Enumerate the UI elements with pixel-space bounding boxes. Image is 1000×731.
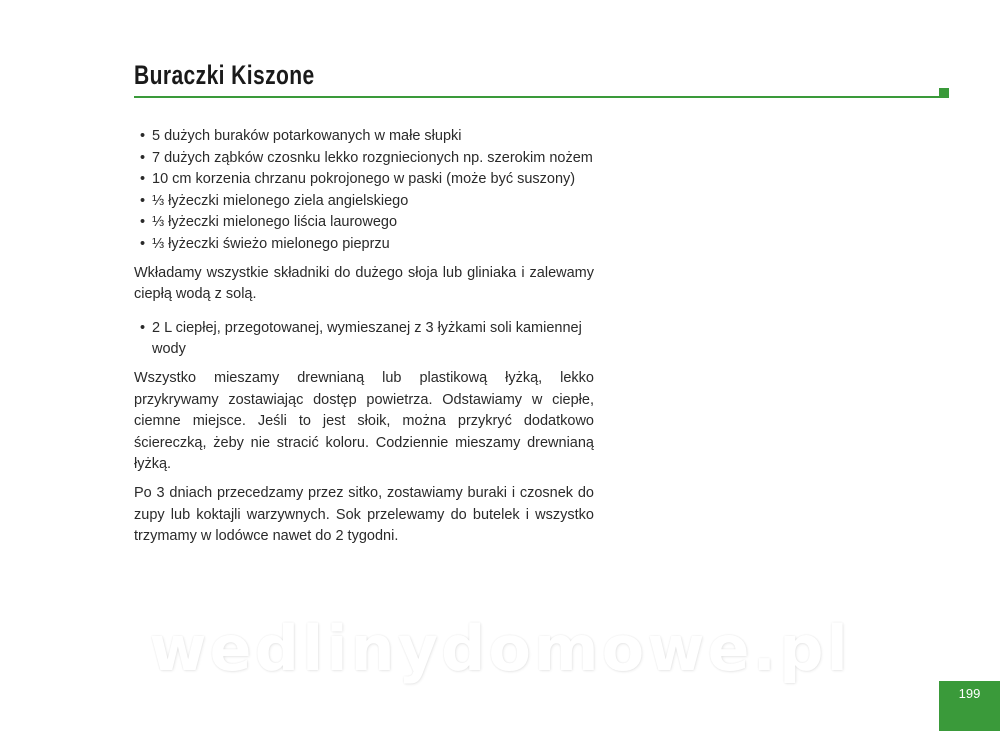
bullet-icon: • — [140, 319, 146, 336]
instruction-paragraph-3: Po 3 dniach przecedzamy przez sitko, zostawiamy buraki i czosnek do zupy lub koktajli warzywnych. Sok przelewamy do butelek i wszystko trzymamy w lodówce nawet do 2 tygodni. — [134, 484, 594, 545]
list-item — [134, 234, 594, 256]
ingredient-text: ⅓ łyżeczki mielonego liścia laurowego — [152, 214, 398, 231]
ingredient-text: ⅓ łyżeczki świeżo mielonego pieprzu — [152, 235, 390, 252]
list-item — [134, 191, 594, 213]
ingredient-text: 10 cm korzenia chrzanu pokrojonego w paski (może być suszony) — [152, 171, 576, 188]
title-accent-square — [939, 88, 949, 98]
bullet-icon: • — [140, 214, 146, 231]
list-item — [134, 126, 594, 148]
ingredient-text: ⅓ łyżeczki mielonego ziela angielskiego — [152, 192, 409, 209]
brine-text: 2 L ciepłej, przegotowanej, wymieszanej z 3 łyżkami soli kamiennej wody — [152, 319, 582, 358]
title-divider — [134, 96, 941, 98]
instruction-paragraph-2: Wszystko mieszamy drewnianą lub plastikową łyżką, lekko przykrywamy zostawiając dostęp powietrza. Odstawiamy w ciepłe, ciemne miejsce. Jeśli to jest słoik, można przykryć dodatkowo ściereczką, żeby nie stracić koloru. Codziennie mieszamy drewnianą łyżką. — [134, 369, 594, 473]
bullet-icon: • — [140, 192, 146, 209]
page-title: Buraczki Kiszone — [134, 60, 315, 90]
ingredient-text: 7 dużych ząbków czosnku lekko rozgniecionych np. szerokim nożem — [152, 149, 593, 166]
bullet-icon: • — [140, 235, 146, 252]
bullet-icon: • — [140, 128, 146, 144]
instruction-paragraph-1: Wkładamy wszystkie składniki do dużego słoja lub gliniaka i zalewamy ciepłą wodą z solą. — [134, 264, 594, 303]
site-watermark: wedlinydomowe.pl — [149, 612, 851, 685]
list-item — [134, 212, 594, 234]
bullet-icon: • — [140, 149, 146, 166]
ingredient-list — [134, 126, 594, 256]
ingredient-text: 5 dużych buraków potarkowanych w małe słupki — [152, 128, 462, 144]
bullet-icon: • — [140, 171, 146, 188]
list-item — [134, 169, 594, 191]
page-number-badge — [939, 681, 1000, 731]
brine-list — [134, 318, 594, 361]
list-item — [134, 148, 594, 170]
list-item — [134, 318, 594, 361]
page-number: 199 — [958, 686, 981, 701]
recipe-body — [134, 126, 594, 548]
